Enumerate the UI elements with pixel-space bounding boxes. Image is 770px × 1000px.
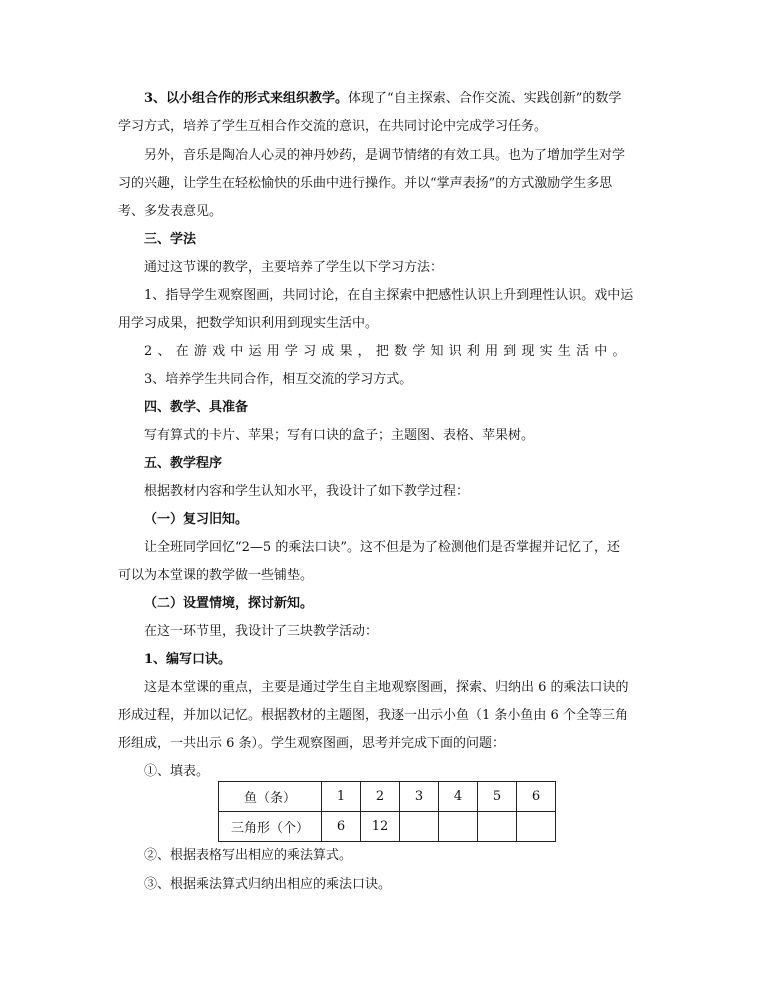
table-row — [219, 782, 556, 812]
table-cell — [478, 812, 517, 842]
paragraph-line: 这是本堂课的重点，主要是通过学生自主地观察图画，探索、归纳出 6 的乘法口诀的 — [144, 680, 629, 695]
table-cell: 1 — [322, 782, 361, 812]
step-derive-rhyme: ③、根据乘法算式归纳出相应的乘法口诀。 — [144, 877, 392, 892]
paragraph-line: 让全班同学回忆“2—5 的乘法口诀”。这不但是为了检测他们是否掌握并记忆了，还 — [144, 540, 620, 555]
table-cell — [400, 812, 439, 842]
table-cell: 5 — [478, 782, 517, 812]
step-write-formula: ②、根据表格写出相应的乘法算式。 — [144, 848, 353, 863]
table-cell: 6 — [517, 782, 556, 812]
paragraph-text: 体现了“自主探索、合作交流、实践创新”的数学 — [348, 91, 622, 106]
paragraph-line: 习的兴趣，让学生在轻松愉快的乐曲中进行操作。并以“掌声表扬”的方式激励学生多思 — [118, 176, 613, 191]
table-row-label: 鱼（条） — [219, 782, 322, 812]
table-cell: 3 — [400, 782, 439, 812]
section-heading-study-method: 三、学法 — [144, 232, 197, 247]
paragraph-line: 形组成，一共出示 6 条）。学生观察图画，思考并完成下面的问题： — [118, 736, 506, 751]
table-cell — [517, 812, 556, 842]
paragraph-line: 在这一环节里，我设计了三块教学活动： — [144, 624, 379, 639]
section-heading-preparation: 四、教学、具准备 — [144, 400, 249, 415]
paragraph-line: 用学习成果，把数学知识利用到现实生活中。 — [118, 316, 379, 331]
paragraph-group-work — [144, 90, 684, 108]
table-cell: 6 — [322, 812, 361, 842]
paragraph-line: 另外，音乐是陶冶人心灵的神丹妙药，是调节情绪的有效工具。也为了增加学生对学 — [144, 148, 626, 163]
table-cell: 2 — [361, 782, 400, 812]
paragraph-line: 2、在游戏中运用学习成果，把数学知识利用到现实生活中。 — [144, 344, 631, 359]
activity-heading: 1、编写口诀。 — [144, 652, 232, 667]
paragraph-line: 可以为本堂课的教学做一些铺垫。 — [118, 568, 314, 583]
section-heading-procedure: 五、教学程序 — [144, 456, 223, 471]
table-row — [219, 812, 556, 842]
subsection-heading-review: （一）复习旧知。 — [144, 512, 249, 527]
paragraph-lead-bold: 3、以小组合作的形式来组织教学。 — [144, 91, 349, 106]
table-cell: 4 — [439, 782, 478, 812]
paragraph-line: 写有算式的卡片、苹果；写有口诀的盒子；主题图、表格、苹果树。 — [144, 428, 535, 443]
table-row-label: 三角形（个） — [219, 812, 322, 842]
paragraph-line: 1、指导学生观察图画，共同讨论，在自主探索中把感性认识上升到理性认识。戏中运 — [144, 288, 634, 303]
subsection-heading-new-knowledge: （二）设置情境，探讨新知。 — [144, 596, 314, 611]
table-cell — [439, 812, 478, 842]
paragraph-line: 学习方式，培养了学生互相合作交流的意识，在共同讨论中完成学习任务。 — [118, 119, 548, 134]
paragraph-line: 根据教材内容和学生认知水平，我设计了如下教学过程： — [144, 484, 470, 499]
table-cell: 12 — [361, 812, 400, 842]
paragraph-line: 3、培养学生共同合作，相互交流的学习方式。 — [144, 372, 413, 387]
paragraph-line: 通过这节课的教学，主要培养了学生以下学习方法： — [144, 260, 444, 275]
paragraph-line: 考、多发表意见。 — [118, 204, 223, 219]
step-fill-table: ①、填表。 — [144, 764, 210, 779]
fish-triangle-table — [218, 781, 556, 842]
paragraph-line: 形成过程，并加以记忆。根据教材的主题图，我逐一出示小鱼（1 条小鱼由 6 个全等三角 — [118, 708, 628, 723]
